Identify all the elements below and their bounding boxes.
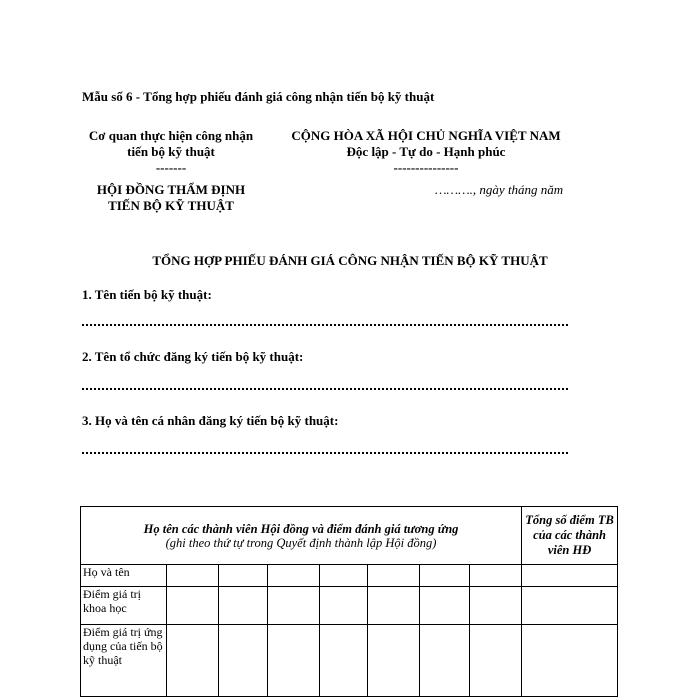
council-name-line1: HỘI ĐỒNG THẨM ĐỊNH [96, 182, 246, 197]
row-label-application-score: Điểm giá trị ứng dụng của tiến bộ kỹ thuật [81, 625, 167, 697]
issuing-agency-block [78, 128, 264, 176]
table-cell[interactable] [368, 587, 420, 625]
table-cell[interactable] [470, 587, 522, 625]
date-line: ………., ngày tháng năm [435, 182, 564, 197]
table-cell[interactable] [320, 625, 368, 697]
document-title: TỔNG HỢP PHIẾU ĐÁNH GIÁ CÔNG NHẬN TIẾN BỘ KỸ THUẬT [152, 253, 548, 268]
table-cell[interactable] [420, 625, 470, 697]
table-cell[interactable] [167, 625, 219, 697]
issuing-agency-line1: Cơ quan thực hiện công nhận [88, 128, 254, 143]
national-motto: Độc lập - Tự do - Hạnh phúc [346, 144, 506, 159]
row-label-member-name: Họ và tên [81, 565, 167, 587]
table-cell[interactable] [320, 587, 368, 625]
table-header-members-note: (ghi theo thứ tự trong Quyết định thành lập Hội đồng) [165, 535, 437, 550]
table-cell[interactable] [470, 625, 522, 697]
table-row [81, 587, 618, 625]
table-header-members [81, 507, 522, 565]
score-summary-table [80, 506, 618, 697]
table-cell[interactable] [268, 587, 320, 625]
form-number-title: Mẫu số 6 - Tổng hợp phiếu đánh giá công nhận tiến bộ kỹ thuật [82, 89, 435, 104]
issuing-agency-line2: tiến bộ kỹ thuật [127, 144, 215, 159]
motto-divider: --------------- [393, 160, 459, 175]
table-cell[interactable] [219, 587, 268, 625]
table-row [81, 625, 618, 697]
national-motto-block [275, 128, 577, 176]
fill-in-line [82, 452, 568, 454]
table-cell[interactable] [219, 625, 268, 697]
table-cell[interactable] [522, 587, 618, 625]
table-cell[interactable] [368, 625, 420, 697]
table-cell[interactable] [167, 587, 219, 625]
field-registering-individual: 3. Họ và tên cá nhân đăng ký tiến bộ kỹ thuật: [82, 413, 339, 428]
table-cell[interactable] [320, 565, 368, 587]
table-cell[interactable] [470, 565, 522, 587]
table-cell[interactable] [522, 565, 618, 587]
table-cell[interactable] [368, 565, 420, 587]
fill-in-line [82, 324, 568, 326]
table-cell[interactable] [268, 625, 320, 697]
field-technical-advance-name: 1. Tên tiến bộ kỹ thuật: [82, 287, 212, 302]
row-label-scientific-score: Điểm giá trị khoa học [81, 587, 167, 625]
country-name: CỘNG HÒA XÃ HỘI CHỦ NGHĨA VIỆT NAM [291, 128, 561, 143]
table-header-average-score: Tổng số điểm TB của các thành viên HĐ [522, 507, 618, 565]
table-header-row [81, 507, 618, 565]
table-cell[interactable] [420, 587, 470, 625]
table-cell[interactable] [522, 625, 618, 697]
table-cell[interactable] [420, 565, 470, 587]
table-header-members-title: Họ tên các thành viên Hội đồng và điểm đánh giá tương ứng [143, 521, 459, 536]
issuing-agency-divider: ------- [155, 160, 187, 175]
council-name-block [78, 182, 264, 214]
table-cell[interactable] [268, 565, 320, 587]
table-cell[interactable] [167, 565, 219, 587]
table-row [81, 565, 618, 587]
field-registering-organization: 2. Tên tổ chức đăng ký tiến bộ kỹ thuật: [82, 349, 304, 364]
table-cell[interactable] [219, 565, 268, 587]
council-name-line2: TIẾN BỘ KỸ THUẬT [108, 198, 234, 213]
fill-in-line [82, 388, 568, 390]
